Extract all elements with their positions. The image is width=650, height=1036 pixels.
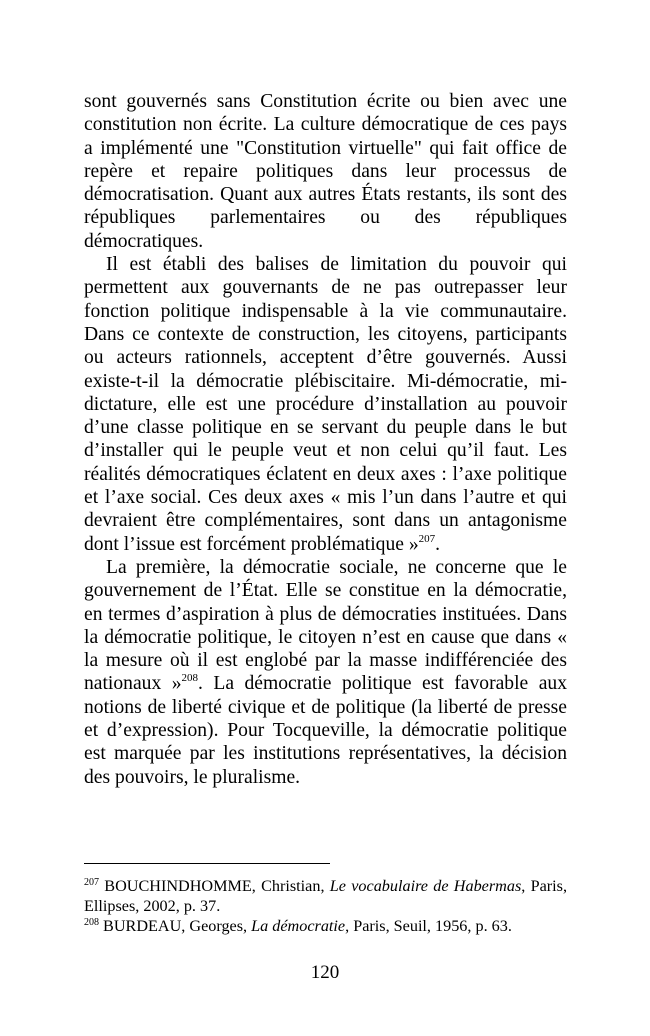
- page-number: 120: [310, 962, 340, 983]
- footnote-publication: , Paris, Seuil, 1956, p. 63.: [345, 917, 512, 935]
- footnote-ref-208[interactable]: 208: [181, 672, 199, 685]
- paragraph-1: [84, 90, 567, 253]
- paragraph-2: [84, 253, 567, 556]
- paragraph-3-text-a: La première, la démocratie sociale, ne concerne que le gouvernement de l’État. Elle se constitue en la démocratie, en termes d’aspiration à plus de démocraties instituées. Dans la démocratie politique, le citoyen n’est en cause que dans « la mesure où il est englobé par la masse indifférenciée des nationaux »: [84, 556, 567, 695]
- footnote-title: Le vocabulaire de Habermas: [329, 877, 522, 895]
- footnote-author: BURDEAU, Georges,: [99, 917, 252, 935]
- page-body: [84, 90, 567, 789]
- footnote-title: La démocratie: [251, 917, 346, 935]
- footnote-separator: [84, 863, 330, 864]
- paragraph-2-end: .: [435, 533, 441, 555]
- paragraph-1-text: sont gouvernés sans Constitution écrite ou bien avec une constitution non écrite. La culture démocratique de ces pays a implémenté une "Constitution virtuelle" qui fait office de repère et repaire politiques dans leur processus de démocratisation. Quant aux autres États restants, ils sont des républiques parlementaires ou des républiques démocratiques.: [84, 91, 567, 252]
- paragraph-3: [84, 556, 567, 789]
- footnote-number: 208: [84, 917, 99, 928]
- footnote-208: [84, 916, 567, 936]
- footnote-207: [84, 876, 567, 916]
- paragraph-3-text-b: . La démocratie politique est favorable aux notions de liberté civique et de politique (la liberté de presse et d’expression). Pour Tocqueville, la démocratie politique est marquée par les institutions représentatives, la décision des pouvoirs, le pluralisme.: [84, 673, 567, 788]
- paragraph-2-text: Il est établi des balises de limitation du pouvoir qui permettent aux gouvernants de ne pas outrepasser leur fonction politique indispensable à la vie communautaire. Dans ce contexte de construction, les citoyens, participants ou acteurs rationnels, acceptent d’être gouvernés. Aussi existe-t-il la démocratie plébiscitaire. Mi-démocratie, mi-dictature, elle est une procédure d’installation au pouvoir d’une classe politique en se servant du peuple dans le but d’installer qui le peuple veut et non celui qu’il faut. Les réalités démocratiques éclatent en deux axes : l’axe politique et l’axe social. Ces deux axes « mis l’un dans l’autre et qui devraient être complémentaires, sont dans un antagonisme dont l’issue est forcément problématique »: [84, 254, 567, 555]
- footnote-number: 207: [84, 877, 99, 888]
- footnote-publication: , Paris, Ellipses, 2002, p. 37.: [84, 877, 567, 915]
- footnotes: [84, 863, 567, 936]
- footnote-author: BOUCHINDHOMME, Christian,: [99, 877, 330, 895]
- footnote-ref-207[interactable]: 207: [418, 532, 436, 545]
